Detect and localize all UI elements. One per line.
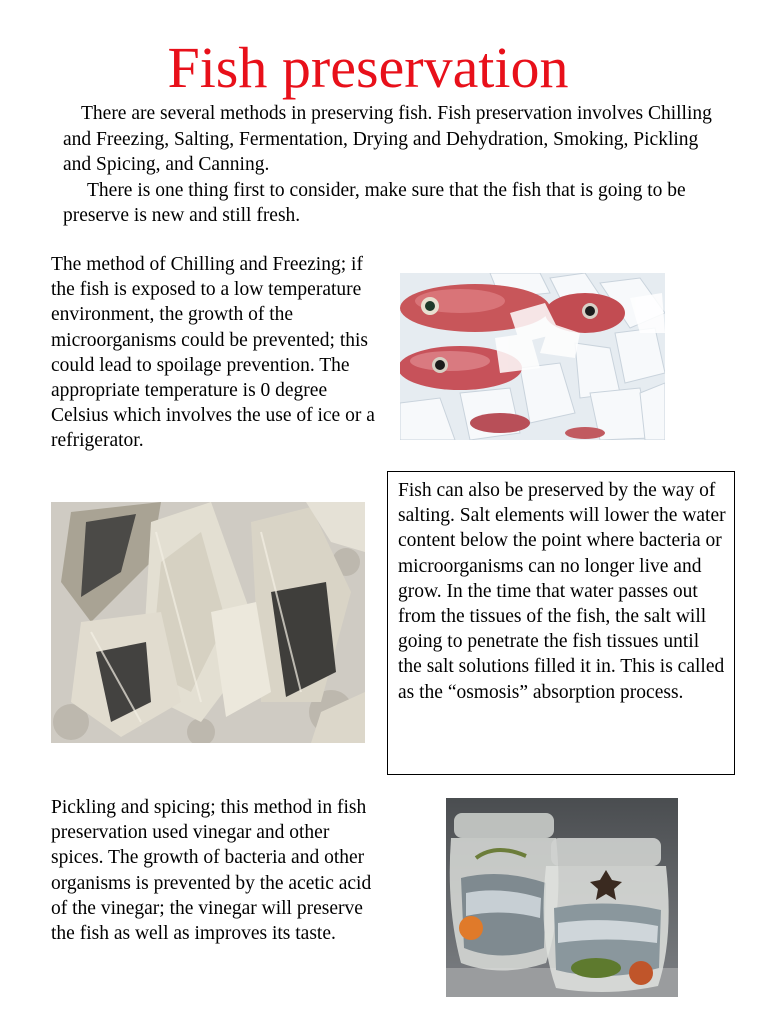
intro-paragraph-1: There are several methods in preserving fish. Fish preservation involves Chilling and Freezing, Salting, Fermentation, Drying and Dehydration, Smoking, Pickling and Spicing, and Canning. [63, 103, 712, 175]
pickled-fish-jars-image [446, 798, 678, 997]
salting-textbox: Fish can also be preserved by the way of salting. Salt elements will lower the water content below the point where bacteria or microorganisms can no longer live and grow. In the time that water passes out from the tissues of the fish, the salt will going to penetrate the fish tissues until the salt solutions filled it in. This is called as the “osmosis” absorption process. [387, 471, 735, 775]
chilling-paragraph: The method of Chilling and Freezing; if the fish is exposed to a low temperature environment, the growth of the microorganisms could be prevented; this could lead to spoilage prevention. The appropriate temperature is 0 degree Celsius which involves the use of ice or a refrigerator. [51, 254, 375, 452]
intro-section [63, 101, 723, 229]
pickling-paragraph: Pickling and spicing; this method in fish preservation used vinegar and other spices. The growth of bacteria and other organisms is prevented by the acetic acid of the vinegar; the vinegar will preserve the fish as well as improves its taste. [51, 797, 372, 945]
chilled-fish-on-ice-image [400, 273, 665, 440]
salted-fish-image [51, 502, 365, 743]
page-title: Fish preservation [167, 35, 569, 100]
intro-paragraph-2: There is one thing first to consider, make sure that the fish that is going to be preserve is new and still fresh. [63, 179, 686, 226]
